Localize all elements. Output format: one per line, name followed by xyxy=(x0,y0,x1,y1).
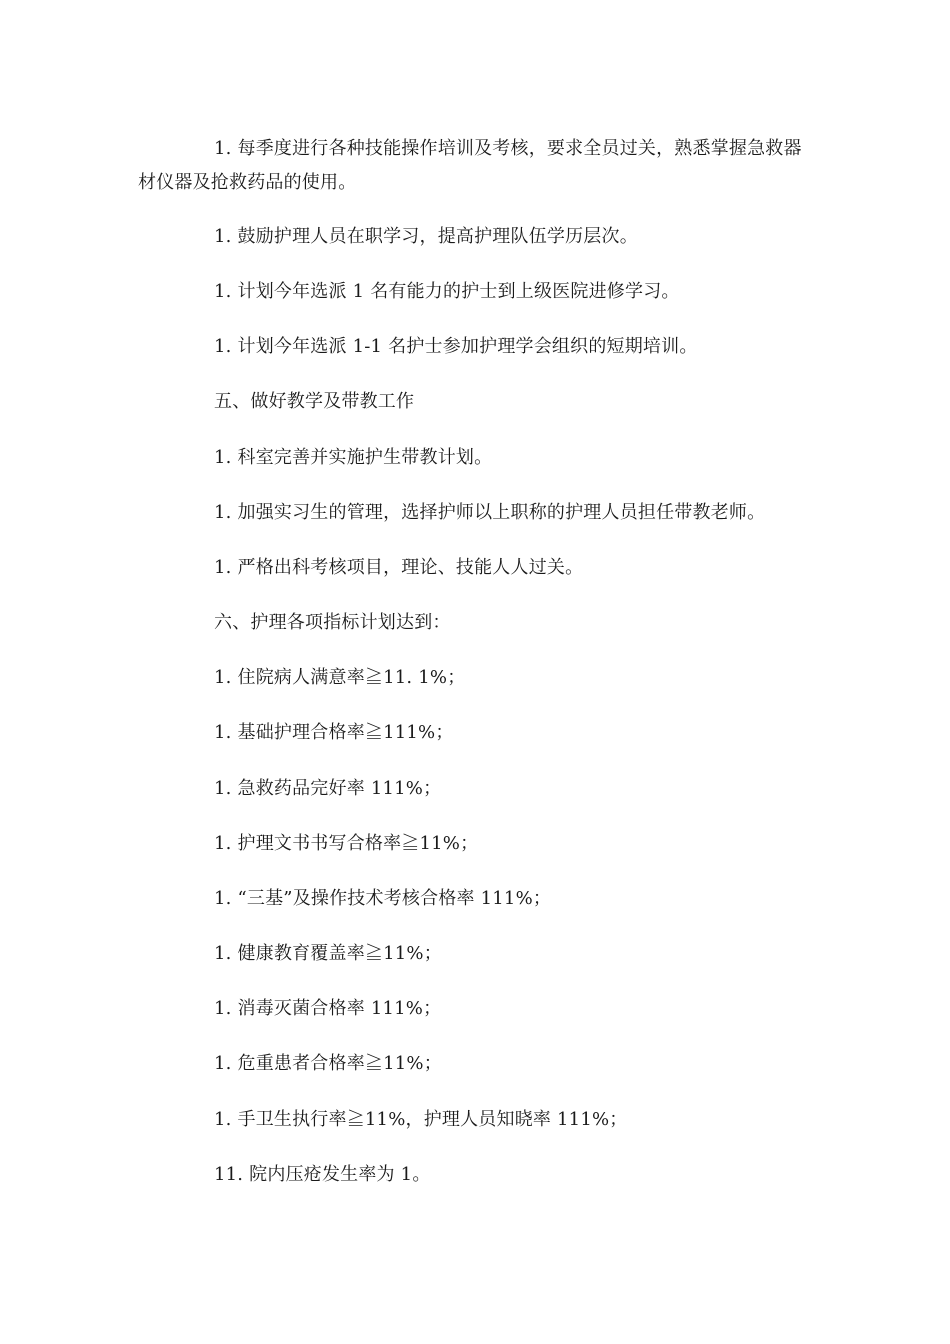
indicator-basic-care: 1. 基础护理合格率≧111%； xyxy=(214,722,454,743)
paragraph-advanced-study: 1. 计划今年选派 1 名有能力的护士到上级医院进修学习。 xyxy=(214,281,680,302)
paragraph-skill-training: 1. 每季度进行各种技能操作培训及考核，要求全员过关，熟悉掌握急救器材仪器及抢救药品的使用。 xyxy=(138,138,802,193)
indicator-critical-patients: 1. 危重患者合格率≧11%； xyxy=(214,1053,442,1074)
paragraph-exit-assessment: 1. 严格出科考核项目，理论、技能人人过关。 xyxy=(214,557,584,578)
paragraph-short-training: 1. 计划今年选派 1-1 名护士参加护理学会组织的短期培训。 xyxy=(214,336,698,357)
paragraph-teaching-plan: 1. 科室完善并实施护生带教计划。 xyxy=(214,447,493,468)
indicator-emergency-drugs: 1. 急救药品完好率 111%； xyxy=(214,778,442,799)
indicator-health-education: 1. 健康教育覆盖率≧11%； xyxy=(214,943,442,964)
indicator-patient-satisfaction: 1. 住院病人满意率≧11. 1%； xyxy=(214,667,466,688)
section-heading-teaching: 五、做好教学及带教工作 xyxy=(214,391,415,412)
paragraph-intern-management: 1. 加强实习生的管理，选择护师以上职称的护理人员担任带教老师。 xyxy=(214,502,766,523)
indicator-three-basics: 1. “三基”及操作技术考核合格率 111%； xyxy=(214,888,552,909)
indicator-sterilization: 1. 消毒灭菌合格率 111%； xyxy=(214,998,442,1019)
paragraph-encourage-study: 1. 鼓励护理人员在职学习，提高护理队伍学历层次。 xyxy=(214,226,638,247)
indicator-pressure-ulcer: 11. 院内压疮发生率为 1。 xyxy=(214,1164,431,1185)
indicator-hand-hygiene: 1. 手卫生执行率≧11%，护理人员知晓率 111%； xyxy=(214,1109,628,1130)
section-heading-indicators: 六、护理各项指标计划达到： xyxy=(214,612,451,633)
indicator-nursing-documents: 1. 护理文书书写合格率≧11%； xyxy=(214,833,479,854)
